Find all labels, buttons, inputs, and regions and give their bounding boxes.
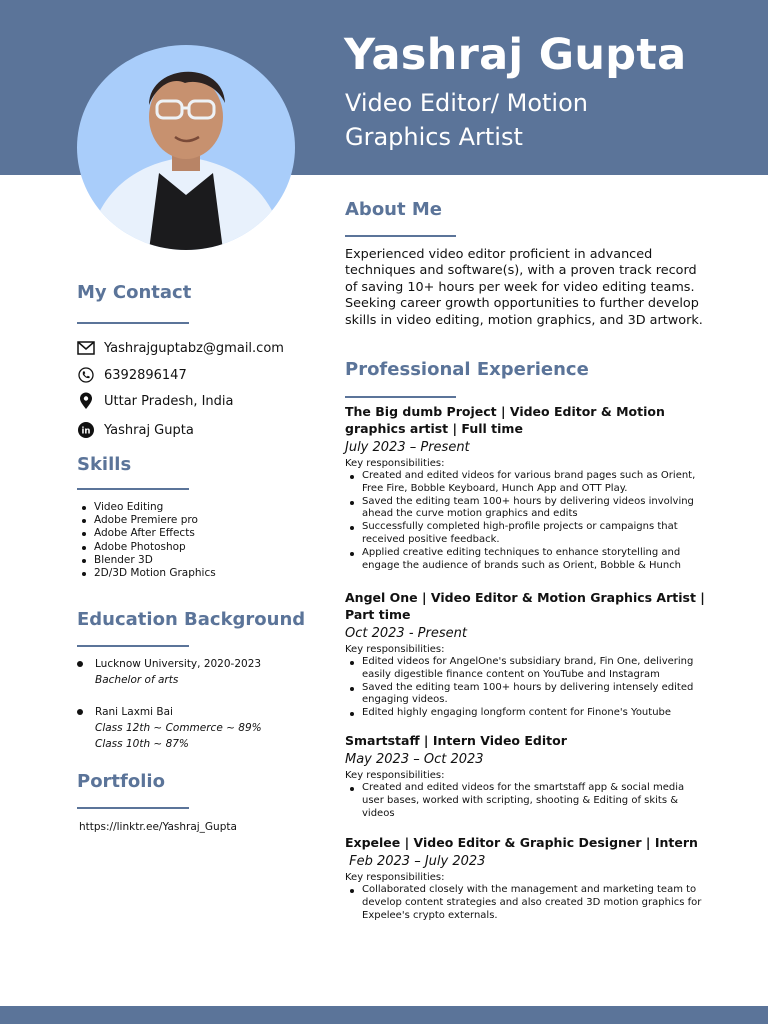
mail-icon (77, 339, 95, 357)
contact-location (77, 392, 234, 410)
responsibilities-list (345, 656, 705, 720)
job-entry-smartstaff (345, 732, 705, 820)
edu-school: Lucknow University, 2020-2023 (95, 658, 262, 670)
job-title: Expelee | Video Editor & Graphic Designer | Intern (345, 835, 698, 850)
email-text: Yashrajguptabz@gmail.com (104, 340, 284, 356)
responsibility-item: Created and edited videos for the smartstaff app & social media user bases, worked with scripting, shooting & Editing of skits & videos (345, 782, 705, 820)
edu-class-10: Class 10th ~ 87% (95, 738, 189, 750)
job-title: Smartstaff | Intern Video Editor (345, 733, 567, 748)
portfolio-divider (77, 807, 189, 809)
skill-item: Adobe Photoshop (80, 541, 216, 554)
skill-item: Adobe Premiere pro (80, 514, 216, 527)
location-pin-icon (77, 392, 95, 410)
contact-title: My Contact (77, 282, 192, 303)
responsibility-item: Saved the editing team 100+ hours by delivering videos involving ahead the curve motion graphics and edits (345, 496, 705, 522)
education-divider (77, 645, 189, 647)
skills-list (80, 501, 216, 580)
responsibility-item: Edited videos for AngelOne's subsidiary brand, Fin One, delivering easily digestible finance content on YouTube and Instagram (345, 656, 705, 682)
about-text: Experienced video editor proficient in advanced techniques and software(s), with a proven track record of saving 10+ hours per week for video editing teams. Seeking career growth opportunities to further develop skills in video editing, motion graphics, and 3D artwork. (345, 247, 703, 328)
svg-text:in: in (81, 426, 91, 437)
location-text: Uttar Pradesh, India (104, 393, 234, 409)
job-date: May 2023 – Oct 2023 (345, 752, 484, 767)
key-responsibilities-label: Key responsibilities: (345, 458, 445, 469)
job-entry-angel-one (345, 589, 705, 720)
resume-role: Video Editor/ Motion Graphics Artist (345, 89, 588, 151)
job-title: The Big dumb Project | Video Editor & Motion graphics artist | Full time (345, 404, 665, 436)
resume-name: Yashraj Gupta (344, 30, 687, 80)
edu-class-12: Class 12th ~ Commerce ~ 89% (95, 722, 262, 734)
bullet-dot (77, 661, 83, 667)
contact-email[interactable] (77, 339, 284, 357)
footer-band (0, 1006, 768, 1024)
job-entry-big-dumb-project (345, 403, 705, 572)
responsibility-item: Created and edited videos for various brand pages such as Orient, Free Fire, Bobble Keyboard, Hunch App and OTT Play. (345, 470, 705, 496)
skills-title: Skills (77, 454, 132, 475)
linkedin-icon (77, 421, 95, 439)
portfolio-title: Portfolio (77, 771, 165, 792)
key-responsibilities-label: Key responsibilities: (345, 644, 445, 655)
job-date: July 2023 – Present (345, 440, 470, 455)
profile-photo (77, 45, 295, 250)
job-title: Angel One | Video Editor & Motion Graphics Artist | Part time (345, 590, 705, 622)
phone-icon (77, 366, 95, 384)
responsibilities-list (345, 470, 705, 572)
portfolio-link[interactable]: https://linktr.ee/Yashraj_Gupta (79, 821, 237, 833)
phone-text: 6392896147 (104, 367, 187, 383)
experience-divider (345, 396, 456, 398)
responsibility-item: Applied creative editing techniques to enhance storytelling and engage the audience of brands such as Orient, Bobble & Hunch (345, 547, 705, 573)
education-entry (77, 704, 262, 752)
responsibility-item: Saved the editing team 100+ hours by delivering intensely edited engaging videos. (345, 682, 705, 708)
person-portrait-icon (77, 45, 295, 250)
job-date: Oct 2023 - Present (345, 626, 467, 641)
job-entry-expelee (345, 834, 705, 922)
linkedin-text: Yashraj Gupta (104, 422, 194, 438)
education-entry (77, 656, 261, 688)
skills-divider (77, 488, 189, 490)
job-date: Feb 2023 – July 2023 (345, 854, 486, 869)
skill-item: Video Editing (80, 501, 216, 514)
responsibilities-list (345, 884, 705, 922)
skill-item: Blender 3D (80, 554, 216, 567)
responsibility-item: Edited highly engaging longform content for Finone's Youtube (345, 707, 705, 720)
edu-school: Rani Laxmi Bai (95, 706, 173, 718)
contact-phone[interactable] (77, 366, 187, 384)
bullet-dot (77, 709, 83, 715)
key-responsibilities-label: Key responsibilities: (345, 872, 445, 883)
responsibilities-list (345, 782, 705, 820)
skill-item: 2D/3D Motion Graphics (80, 567, 216, 580)
education-title: Education Background (77, 609, 306, 630)
edu-degree: Bachelor of arts (95, 674, 179, 686)
contact-divider (77, 322, 189, 324)
key-responsibilities-label: Key responsibilities: (345, 770, 445, 781)
responsibility-item: Successfully completed high-profile projects or campaigns that received positive feedback. (345, 521, 705, 547)
skill-item: Adobe After Effects (80, 527, 216, 540)
about-title: About Me (345, 199, 442, 220)
experience-title: Professional Experience (345, 359, 589, 380)
about-divider (345, 235, 456, 237)
contact-linkedin[interactable] (77, 421, 194, 439)
responsibility-item: Collaborated closely with the management and marketing team to develop content strategies and also created 3D motion graphics for Expelee's crypto externals. (345, 884, 705, 922)
